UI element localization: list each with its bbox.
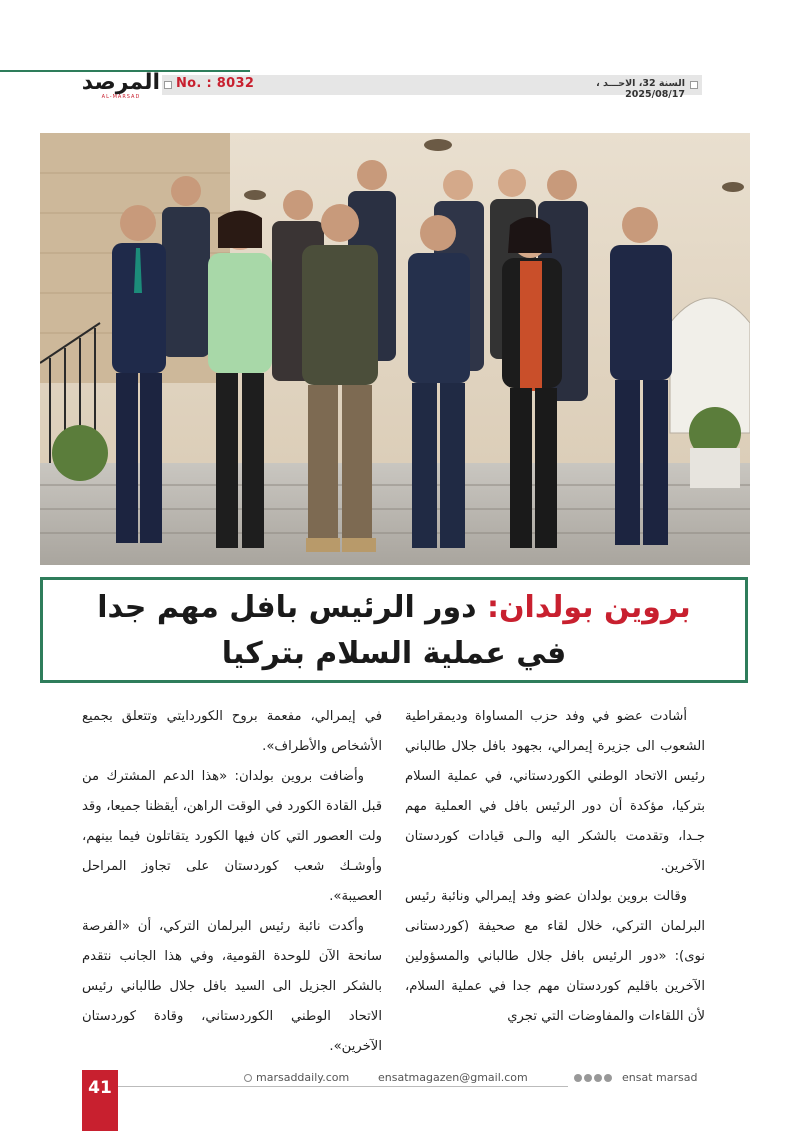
paragraph: وقالت بروين بولدان عضو وفد إيمرالي ونائبة رئيس البرلمان التركي، خلال لقاء مع صحيفة (كوردستانى نوى): «دور الرئيس بافل جلال طالباني والمسؤولين الآخرين باقليم كوردستان مهم جدا في عملية السلام، لأن اللقاءات والمفاوضات التي تجري: [405, 889, 705, 1024]
social-handle: ensat marsad: [622, 1071, 698, 1084]
page-number-tab: [82, 1070, 118, 1131]
square-bullet-icon: [164, 81, 172, 89]
headline-line-2: في عملية السلام بتركيا: [221, 636, 567, 671]
logo-wordmark: المرصد: [81, 70, 160, 95]
issue-date: السنة 32، الاحـــد ، 2025/08/17: [596, 78, 685, 100]
headline-box: [40, 577, 748, 683]
website-link[interactable]: marsaddaily.com: [256, 1071, 350, 1084]
paragraph: وأضافت بروين بولدان: «هذا الدعم المشترك من قبل القادة الكورد في الوقت الراهن، أيقظنا جميعا، وقد ولت العصور التي كان فيها الكورد يتقاتلون فيما بينهم، وأوشـك شعب كوردستان على تجاوز المراحل العصيبة».: [82, 769, 382, 904]
issue-number: No. : 8032: [176, 76, 255, 91]
article-column-left: [82, 702, 382, 1062]
youtube-icon[interactable]: [604, 1074, 612, 1082]
group-photo: [40, 133, 750, 565]
square-bullet-icon: [690, 81, 698, 89]
logo-subtitle: AL-MARSAD: [101, 94, 141, 100]
page-number: 41: [88, 1078, 112, 1098]
paragraph: أشادت عضو في وفد حزب المساواة وديمقراطية الشعوب الى جزيرة إيمرالي، بجهود بافل جلال طالباني رئيس الاتحاد الوطني الكوردستاني، في عملية السلام بتركيا، مؤكدة أن دور الرئيس بافل في العملية مهم جـدا، وتقدمت بالشكر اليه والـى قيادات كوردستان الآخرين.: [405, 709, 705, 874]
headline-line-1: [43, 590, 745, 625]
email-link[interactable]: ensatmagazen@gmail.com: [378, 1071, 528, 1084]
footer-rule: [118, 1086, 568, 1087]
article-column-right: [405, 702, 705, 1032]
masthead-logo: [82, 72, 162, 102]
headline-quote: دور الرئيس بافل مهم جدا: [97, 590, 487, 625]
instagram-icon[interactable]: [594, 1074, 602, 1082]
globe-icon: [244, 1074, 252, 1082]
paragraph: وأكدت نائبة رئيس البرلمان التركي، أن «الفرصة سانحة الآن للوحدة القومية، وفي هذا الجانب نتقدم بالشكر الجزيل الى السيد بافل جلال طالباني رئيس الاتحاد الوطني الكوردستاني، وقادة كوردستان الآخرين».: [82, 919, 382, 1054]
paragraph: في إيمرالي، مفعمة بروح الكوردايتي وتتعلق بجميع الأشخاص والأطراف».: [82, 709, 382, 754]
facebook-icon[interactable]: [574, 1074, 582, 1082]
headline-speaker: بروين بولدان:: [486, 590, 691, 625]
twitter-icon[interactable]: [584, 1074, 592, 1082]
